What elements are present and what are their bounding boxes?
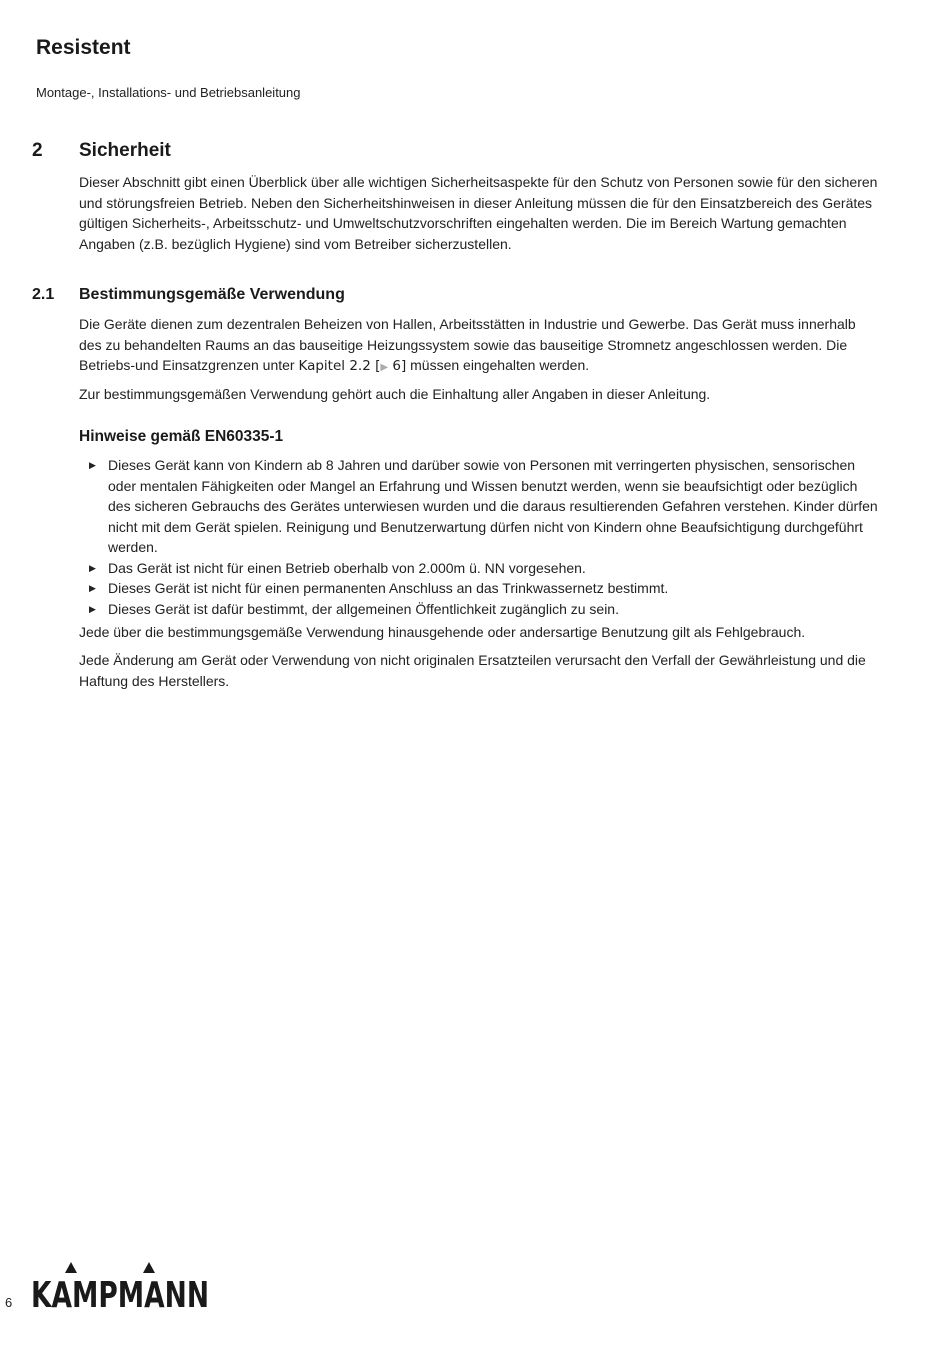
section-heading xyxy=(32,140,171,162)
kampmann-logo-icon xyxy=(31,1260,211,1315)
misuse-paragraph xyxy=(79,622,879,643)
document-title: Resistent xyxy=(36,36,131,59)
chapter-cross-reference[interactable] xyxy=(298,358,406,374)
bullet-arrow-icon: ▶ xyxy=(89,583,96,593)
notes-list xyxy=(79,455,879,619)
list-item xyxy=(79,599,879,620)
section-intro-text: Dieser Abschnitt gibt einen Überblick über alle wichtigen Sicherheitsaspekte für den Schutz von Personen sowie für den sicheren und störungsfreien Betrieb. Neben den Sicherheitshinweisen in dieser Anleitung müssen die für den Einsatzbereich des Gerätes gültigen Sicherheits-, Arbeitsschutz- und Umweltschutzvorschriften eingehalten werden. Die im Bereich Wartung gemachten Angaben (z.B. bezüglich Hygiene) sind vom Betreiber sicherzustellen. xyxy=(79,174,878,252)
subsection-heading xyxy=(32,286,345,304)
list-item-text: Dieses Gerät ist dafür bestimmt, der allgemeinen Öffentlichkeit zugänglich zu sein. xyxy=(108,600,619,617)
list-item-text: Das Gerät ist nicht für einen Betrieb oberhalb von 2.000m ü. NN vorgesehen. xyxy=(108,559,586,576)
usage-text-after: müssen eingehalten werden. xyxy=(406,357,590,373)
list-item xyxy=(79,558,879,579)
subsection-number: 2.1 xyxy=(32,286,55,303)
usage-paragraph xyxy=(79,314,879,379)
usage-text-before: Die Geräte dienen zum dezentralen Beheizen von Hallen, Arbeitsstätten in Industrie und Gewerbe. Das Gerät muss innerhalb des zu behandelten Raums an das bauseitige Heizungssystem sowie das bauseitige Stromnetz angeschlossen werden. Die Betriebs-und Einsatzgrenzen unter xyxy=(79,316,856,373)
section-intro-paragraph xyxy=(79,172,879,254)
usage-paragraph-2 xyxy=(79,384,879,405)
usage-paragraph-2-text: Zur bestimmungsgemäßen Verwendung gehört auch die Einhaltung aller Angaben in dieser Anleitung. xyxy=(79,386,711,402)
warranty-paragraph xyxy=(79,650,879,691)
page-header xyxy=(36,36,301,100)
bullet-arrow-icon: ▶ xyxy=(89,603,96,614)
xref-label[interactable]: Kapitel 2.2 xyxy=(298,358,371,374)
xref-page[interactable]: 6 xyxy=(388,358,401,374)
subsection-title: Bestimmungsgemäße Verwendung xyxy=(79,286,345,303)
document-subtitle: Montage-, Installations- und Betriebsanleitung xyxy=(36,85,301,100)
notes-heading: Hinweise gemäß EN60335-1 xyxy=(79,428,284,445)
list-item xyxy=(79,578,879,599)
xref-open: [ xyxy=(370,358,381,374)
warranty-text: Jede Änderung am Gerät oder Verwendung von nicht originalen Ersatzteilen verursacht den Verfall der Gewährleistung und die Haftung des Herstellers. xyxy=(79,652,866,689)
misuse-text: Jede über die bestimmungsgemäße Verwendung hinausgehende oder andersartige Benutzung gilt als Fehlgebrauch. xyxy=(79,624,806,640)
list-item-text: Dieses Gerät kann von Kindern ab 8 Jahren und darüber sowie von Personen mit verringerten physischen, sensorischen oder mentalen Fähigkeiten oder Mangel an Erfahrung und Wissen benutzt werden, wenn sie beaufsichtigt oder bezüglich des sicheren Gebrauchs des Gerätes unterwiesen wurden und die daraus resultierenden Gefahren verstehen. Kinder dürfen nicht mit dem Gerät spielen. Reinigung und Benutzerwartung dürfen nicht von Kindern ohne Beaufsichtigung durchgeführt werden. xyxy=(108,457,878,555)
section-title: Sicherheit xyxy=(79,140,171,161)
bullet-arrow-icon: ▶ xyxy=(89,562,96,573)
page-number: 6 xyxy=(5,1295,13,1310)
list-item-text: Dieses Gerät ist nicht für einen permanenten Anschluss an das Trinkwassernetz bestimmt. xyxy=(108,580,669,596)
bullet-arrow-icon: ▶ xyxy=(89,460,96,470)
usage-paragraph-text xyxy=(79,314,879,379)
list-item xyxy=(79,455,879,558)
section-number: 2 xyxy=(32,140,43,161)
page-ref-arrow-icon: ▶ xyxy=(380,362,389,373)
logo-text: KAMPMANN xyxy=(31,1275,209,1316)
xref-close: ] xyxy=(400,358,407,374)
